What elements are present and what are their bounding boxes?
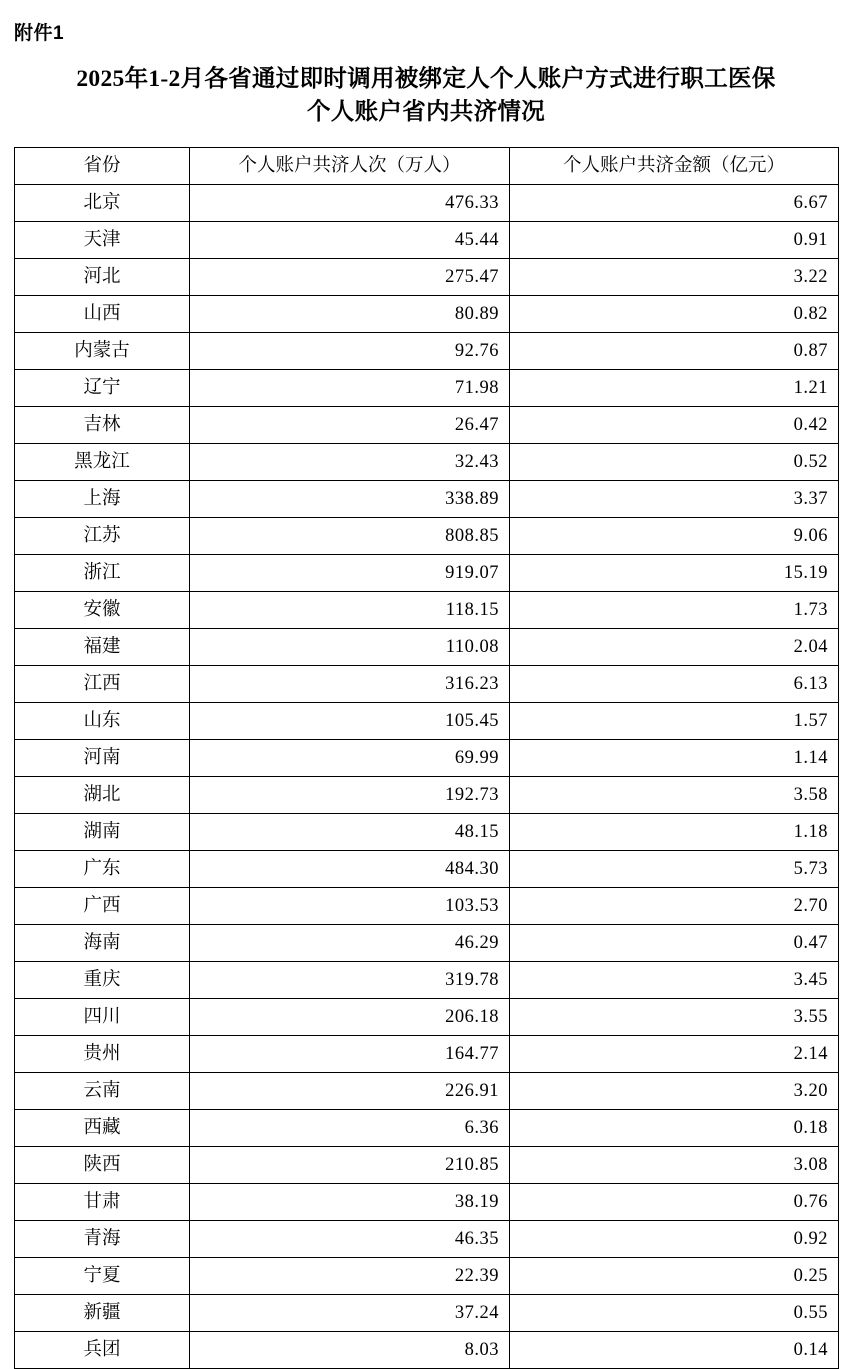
- cell-amount: 0.14: [510, 1332, 839, 1369]
- cell-visits: 45.44: [190, 222, 510, 259]
- table-row: [15, 740, 839, 777]
- cell-visits: 26.47: [190, 407, 510, 444]
- cell-amount: 0.91: [510, 222, 839, 259]
- table-row: [15, 481, 839, 518]
- cell-visits: 484.30: [190, 851, 510, 888]
- cell-province: 贵州: [15, 1036, 190, 1073]
- cell-amount: 1.57: [510, 703, 839, 740]
- cell-visits: 192.73: [190, 777, 510, 814]
- cell-amount: 2.14: [510, 1036, 839, 1073]
- table-row: [15, 925, 839, 962]
- table-row: [15, 1295, 839, 1332]
- cell-amount: 0.52: [510, 444, 839, 481]
- table-row: [15, 999, 839, 1036]
- cell-visits: 118.15: [190, 592, 510, 629]
- table-row: [15, 333, 839, 370]
- cell-province: 福建: [15, 629, 190, 666]
- cell-visits: 275.47: [190, 259, 510, 296]
- cell-visits: 71.98: [190, 370, 510, 407]
- cell-amount: 1.14: [510, 740, 839, 777]
- table-header-row: [15, 148, 839, 185]
- cell-visits: 226.91: [190, 1073, 510, 1110]
- table-row: [15, 370, 839, 407]
- table-row: [15, 518, 839, 555]
- table-row: [15, 851, 839, 888]
- cell-province: 天津: [15, 222, 190, 259]
- cell-visits: 919.07: [190, 555, 510, 592]
- cell-province: 内蒙古: [15, 333, 190, 370]
- table-header: [15, 148, 839, 185]
- cell-visits: 46.29: [190, 925, 510, 962]
- cell-province: 青海: [15, 1221, 190, 1258]
- cell-province: 吉林: [15, 407, 190, 444]
- table-row: [15, 1147, 839, 1184]
- cell-province: 上海: [15, 481, 190, 518]
- cell-visits: 338.89: [190, 481, 510, 518]
- cell-amount: 0.76: [510, 1184, 839, 1221]
- cell-amount: 0.55: [510, 1295, 839, 1332]
- cell-amount: 3.58: [510, 777, 839, 814]
- cell-visits: 808.85: [190, 518, 510, 555]
- cell-visits: 206.18: [190, 999, 510, 1036]
- cell-visits: 316.23: [190, 666, 510, 703]
- table-row: [15, 703, 839, 740]
- cell-province: 新疆: [15, 1295, 190, 1332]
- cell-amount: 3.37: [510, 481, 839, 518]
- cell-visits: 110.08: [190, 629, 510, 666]
- cell-province: 湖北: [15, 777, 190, 814]
- cell-province: 宁夏: [15, 1258, 190, 1295]
- cell-province: 辽宁: [15, 370, 190, 407]
- cell-amount: 0.92: [510, 1221, 839, 1258]
- cell-province: 陕西: [15, 1147, 190, 1184]
- cell-amount: 3.55: [510, 999, 839, 1036]
- cell-amount: 9.06: [510, 518, 839, 555]
- cell-province: 河北: [15, 259, 190, 296]
- cell-province: 重庆: [15, 962, 190, 999]
- cell-visits: 105.45: [190, 703, 510, 740]
- table-row: [15, 222, 839, 259]
- cell-amount: 0.25: [510, 1258, 839, 1295]
- attachment-label: 附件1: [14, 23, 65, 44]
- cell-amount: 0.47: [510, 925, 839, 962]
- cell-visits: 22.39: [190, 1258, 510, 1295]
- cell-province: 甘肃: [15, 1184, 190, 1221]
- cell-amount: 15.19: [510, 555, 839, 592]
- column-header-amount: 个人账户共济金额（亿元）: [510, 148, 839, 185]
- table-row: [15, 1332, 839, 1369]
- table-row: [15, 888, 839, 925]
- table-row: [15, 1184, 839, 1221]
- cell-amount: 3.08: [510, 1147, 839, 1184]
- table-row: [15, 1221, 839, 1258]
- table-row: [15, 259, 839, 296]
- cell-visits: 6.36: [190, 1110, 510, 1147]
- cell-visits: 210.85: [190, 1147, 510, 1184]
- cell-amount: 5.73: [510, 851, 839, 888]
- cell-province: 四川: [15, 999, 190, 1036]
- cell-province: 广西: [15, 888, 190, 925]
- cell-visits: 48.15: [190, 814, 510, 851]
- cell-province: 海南: [15, 925, 190, 962]
- cell-visits: 46.35: [190, 1221, 510, 1258]
- cell-province: 黑龙江: [15, 444, 190, 481]
- cell-amount: 6.13: [510, 666, 839, 703]
- cell-amount: 1.21: [510, 370, 839, 407]
- table-row: [15, 296, 839, 333]
- table-row: [15, 962, 839, 999]
- cell-amount: 0.42: [510, 407, 839, 444]
- cell-visits: 476.33: [190, 185, 510, 222]
- column-header-visits: 个人账户共济人次（万人）: [190, 148, 510, 185]
- table-row: [15, 407, 839, 444]
- table-row: [15, 444, 839, 481]
- cell-visits: 92.76: [190, 333, 510, 370]
- cell-province: 云南: [15, 1073, 190, 1110]
- cell-visits: 80.89: [190, 296, 510, 333]
- table-row: [15, 1110, 839, 1147]
- table-body: [15, 185, 839, 1369]
- column-header-province: 省份: [15, 148, 190, 185]
- table-row: [15, 1258, 839, 1295]
- cell-visits: 103.53: [190, 888, 510, 925]
- cell-amount: 2.04: [510, 629, 839, 666]
- cell-province: 兵团: [15, 1332, 190, 1369]
- cell-province: 山东: [15, 703, 190, 740]
- table-container: [14, 147, 838, 1369]
- table-row: [15, 629, 839, 666]
- cell-province: 湖南: [15, 814, 190, 851]
- cell-visits: 37.24: [190, 1295, 510, 1332]
- cell-province: 江苏: [15, 518, 190, 555]
- cell-amount: 0.18: [510, 1110, 839, 1147]
- cell-province: 浙江: [15, 555, 190, 592]
- cell-province: 河南: [15, 740, 190, 777]
- cell-visits: 38.19: [190, 1184, 510, 1221]
- cell-visits: 69.99: [190, 740, 510, 777]
- cell-amount: 0.87: [510, 333, 839, 370]
- cell-province: 安徽: [15, 592, 190, 629]
- table-row: [15, 814, 839, 851]
- cell-amount: 3.20: [510, 1073, 839, 1110]
- page-title: 2025年1-2月各省通过即时调用被绑定人个人账户方式进行职工医保个人账户省内共济情况: [76, 66, 776, 125]
- cell-amount: 1.18: [510, 814, 839, 851]
- table-row: [15, 592, 839, 629]
- table-row: [15, 1073, 839, 1110]
- table-row: [15, 777, 839, 814]
- cell-visits: 319.78: [190, 962, 510, 999]
- cell-amount: 3.45: [510, 962, 839, 999]
- cell-province: 广东: [15, 851, 190, 888]
- table-row: [15, 666, 839, 703]
- personal-account-mutual-aid-table: [14, 147, 839, 1369]
- cell-province: 西藏: [15, 1110, 190, 1147]
- cell-amount: 2.70: [510, 888, 839, 925]
- cell-amount: 3.22: [510, 259, 839, 296]
- cell-amount: 6.67: [510, 185, 839, 222]
- cell-visits: 32.43: [190, 444, 510, 481]
- cell-province: 江西: [15, 666, 190, 703]
- cell-visits: 164.77: [190, 1036, 510, 1073]
- table-row: [15, 1036, 839, 1073]
- table-row: [15, 555, 839, 592]
- cell-amount: 1.73: [510, 592, 839, 629]
- cell-amount: 0.82: [510, 296, 839, 333]
- cell-visits: 8.03: [190, 1332, 510, 1369]
- cell-province: 山西: [15, 296, 190, 333]
- table-row: [15, 185, 839, 222]
- cell-province: 北京: [15, 185, 190, 222]
